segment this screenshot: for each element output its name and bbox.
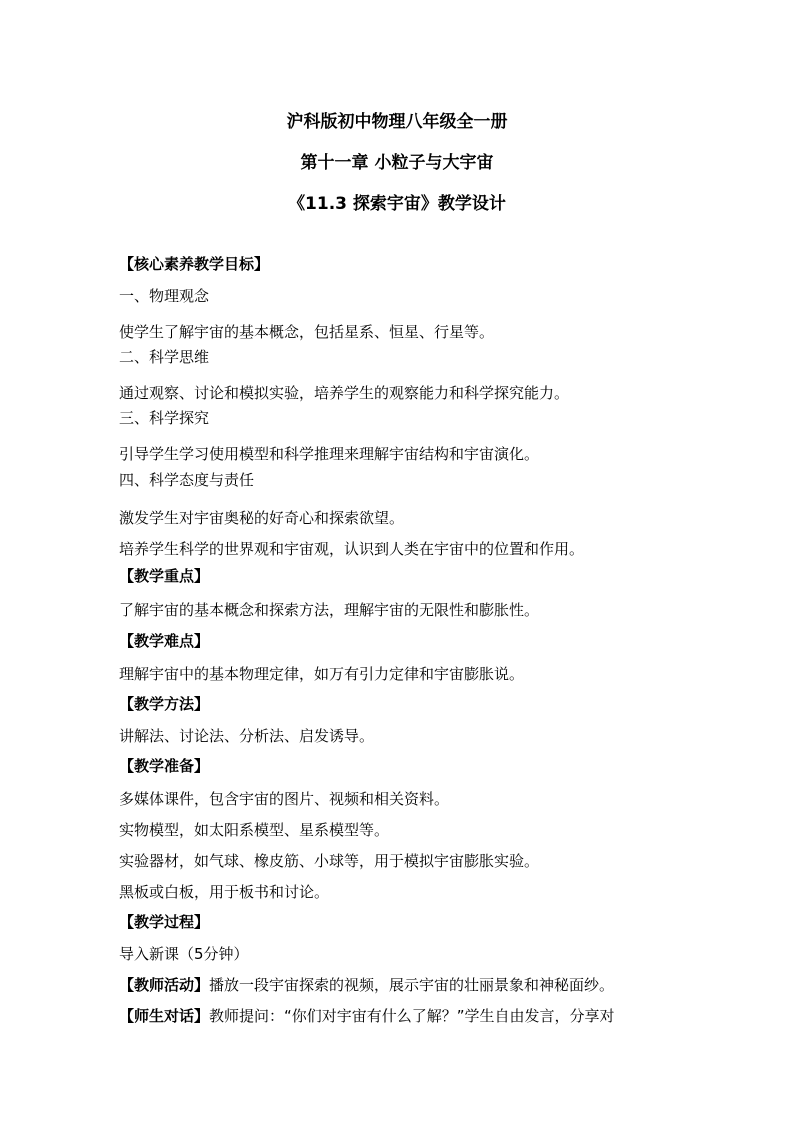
teacher-student-dialog: [119, 1006, 615, 1026]
prep-heading: 【教学准备】: [119, 757, 210, 775]
goal4-text-2: 培养学生科学的世界观和宇宙观，认识到人类在宇宙中的位置和作用。: [119, 540, 585, 558]
difficulty-heading: 【教学难点】: [119, 632, 210, 650]
goal4-heading: 四、科学态度与责任: [119, 471, 255, 489]
lesson-title: 《11.3 探索宇宙》教学设计: [288, 194, 506, 214]
teacher-activity-text: 播放一段宇宙探索的视频，展示宇宙的壮丽景象和神秘面纱。: [209, 976, 615, 994]
method-text: 讲解法、讨论法、分析法、启发诱导。: [119, 727, 375, 745]
goal3-heading: 三、科学探究: [119, 409, 210, 427]
teacher-activity: [119, 975, 614, 995]
goal2-heading: 二、科学思维: [119, 348, 210, 366]
chapter-title: 第十一章 小粒子与大宇宙: [300, 153, 494, 173]
method-heading: 【教学方法】: [119, 695, 210, 713]
prep-text-2: 实物模型，如太阳系模型、星系模型等。: [119, 821, 390, 839]
key-points-heading: 【教学重点】: [119, 567, 210, 585]
key-points-text: 了解宇宙的基本概念和探索方法，理解宇宙的无限性和膨胀性。: [119, 601, 540, 619]
prep-text-4: 黑板或白板，用于板书和讨论。: [119, 883, 330, 901]
prep-text-1: 多媒体课件，包含宇宙的图片、视频和相关资料。: [119, 790, 450, 808]
process-heading: 【教学过程】: [119, 913, 210, 931]
goal4-text-1: 激发学生对宇宙奥秘的好奇心和探索欲望。: [119, 509, 405, 527]
prep-text-3: 实验器材，如气球、橡皮筋、小球等，用于模拟宇宙膨胀实验。: [119, 852, 540, 870]
goal3-text: 引导学生学习使用模型和科学推理来理解宇宙结构和宇宙演化。: [119, 445, 540, 463]
book-title: 沪科版初中物理八年级全一册: [286, 112, 508, 132]
teacher-activity-label: 【教师活动】: [119, 976, 210, 994]
process-intro: 导入新课（5分钟）: [119, 945, 249, 963]
goal1-heading: 一、物理观念: [119, 287, 210, 305]
core-goals-heading: 【核心素养教学目标】: [119, 255, 270, 273]
dialog-label: 【师生对话】: [119, 1007, 210, 1025]
dialog-text: 教师提问：“你们对宇宙有什么了解？”学生自由发言，分享对: [209, 1007, 615, 1025]
difficulty-text: 理解宇宙中的基本物理定律，如万有引力定律和宇宙膨胀说。: [119, 665, 525, 683]
goal2-text: 通过观察、讨论和模拟实验，培养学生的观察能力和科学探究能力。: [119, 384, 570, 402]
goal1-text: 使学生了解宇宙的基本概念，包括星系、恒星、行星等。: [119, 323, 495, 341]
